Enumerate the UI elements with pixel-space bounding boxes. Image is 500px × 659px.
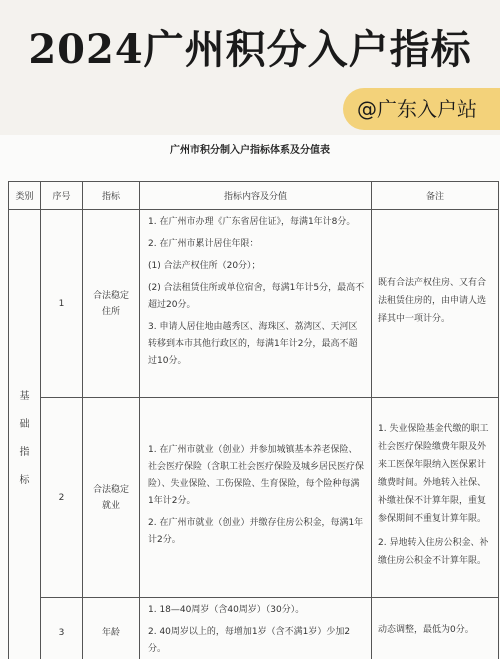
category-char: 础: [19, 418, 30, 430]
content-line: 2. 40周岁以上的，每增加1岁（含不满1岁）少加2分。: [148, 627, 351, 654]
content-line: 1. 在广州市办理《广东省居住证》，每满1年计8分。: [148, 217, 356, 227]
document-title: 广州市积分制入户指标体系及分值表: [170, 145, 330, 156]
content-line: (2) 合法租赁住所或单位宿舍，每满1年计5分，最高不超过20分。: [148, 283, 365, 310]
content-line: 2. 在广州市就业（创业）并缴存住房公积金，每满1年计2分。: [148, 517, 364, 545]
column-header-number: 序号: [41, 182, 83, 210]
category-char: 基: [19, 390, 30, 402]
row-number: 3: [41, 598, 83, 659]
table-header-row: [9, 182, 499, 210]
row-content: [140, 598, 372, 659]
content-line: 2. 在广州市累计居住年限：: [148, 239, 259, 249]
row-indicator: 年龄: [83, 598, 140, 659]
content-line: 1. 18—40周岁（含40周岁）（30分）。: [148, 605, 305, 615]
table-row: [9, 598, 499, 659]
column-header-content: 指标内容及分值: [140, 182, 372, 210]
column-header-indicator: 指标: [83, 182, 140, 210]
header-banner: [0, 0, 500, 135]
row-number: 1: [41, 210, 83, 398]
row-number: 2: [41, 398, 83, 598]
row-note: [372, 398, 499, 598]
note-line: 1. 失业保险基金代缴的职工社会医疗保险缴费年限及外来工医保年限纳入医保累计缴费时间。外地转入社保、补缴社保不计算年限，重复参保期间不重复计算年限。: [378, 423, 489, 524]
content-line: (1) 合法产权住所（20分）；: [148, 261, 261, 271]
indicator-table: [8, 181, 499, 659]
row-indicator: 合法稳定就业: [83, 398, 140, 598]
note-line: 动态调整，最低为0分。: [378, 624, 474, 635]
row-note: [372, 210, 499, 398]
table-row: [9, 398, 499, 598]
row-indicator: 合法稳定住所: [83, 210, 140, 398]
category-char: 指: [19, 446, 30, 458]
category-char: 标: [19, 474, 30, 486]
page-title: 2024广州积分入户指标: [28, 26, 472, 73]
table-row: [9, 210, 499, 398]
category-cell: [9, 210, 41, 659]
content-line: 3. 申请人居住地由越秀区、海珠区、荔湾区、天河区转移到本市其他行政区的，每满1年计2分，最高不超过10分。: [148, 322, 358, 366]
account-tag: @广东入户站: [343, 88, 500, 130]
note-line: 2. 异地转入住房公积金、补缴住房公积金不计算年限。: [378, 537, 489, 566]
column-header-note: 备注: [372, 182, 499, 210]
content-line: 1. 在广州市就业（创业）并参加城镇基本养老保险、社会医疗保险（含职工社会医疗保险及城乡居民医疗保险）、失业保险、工伤保险、生育保险，每个险种每满1年计2分。: [148, 444, 365, 506]
document-page: [0, 135, 500, 659]
row-note: [372, 598, 499, 659]
row-content: [140, 398, 372, 598]
row-content: [140, 210, 372, 398]
note-line: 既有合法产权住房、又有合法租赁住房的，由申请人选择其中一项计分。: [378, 277, 487, 324]
column-header-category: 类别: [9, 182, 41, 210]
